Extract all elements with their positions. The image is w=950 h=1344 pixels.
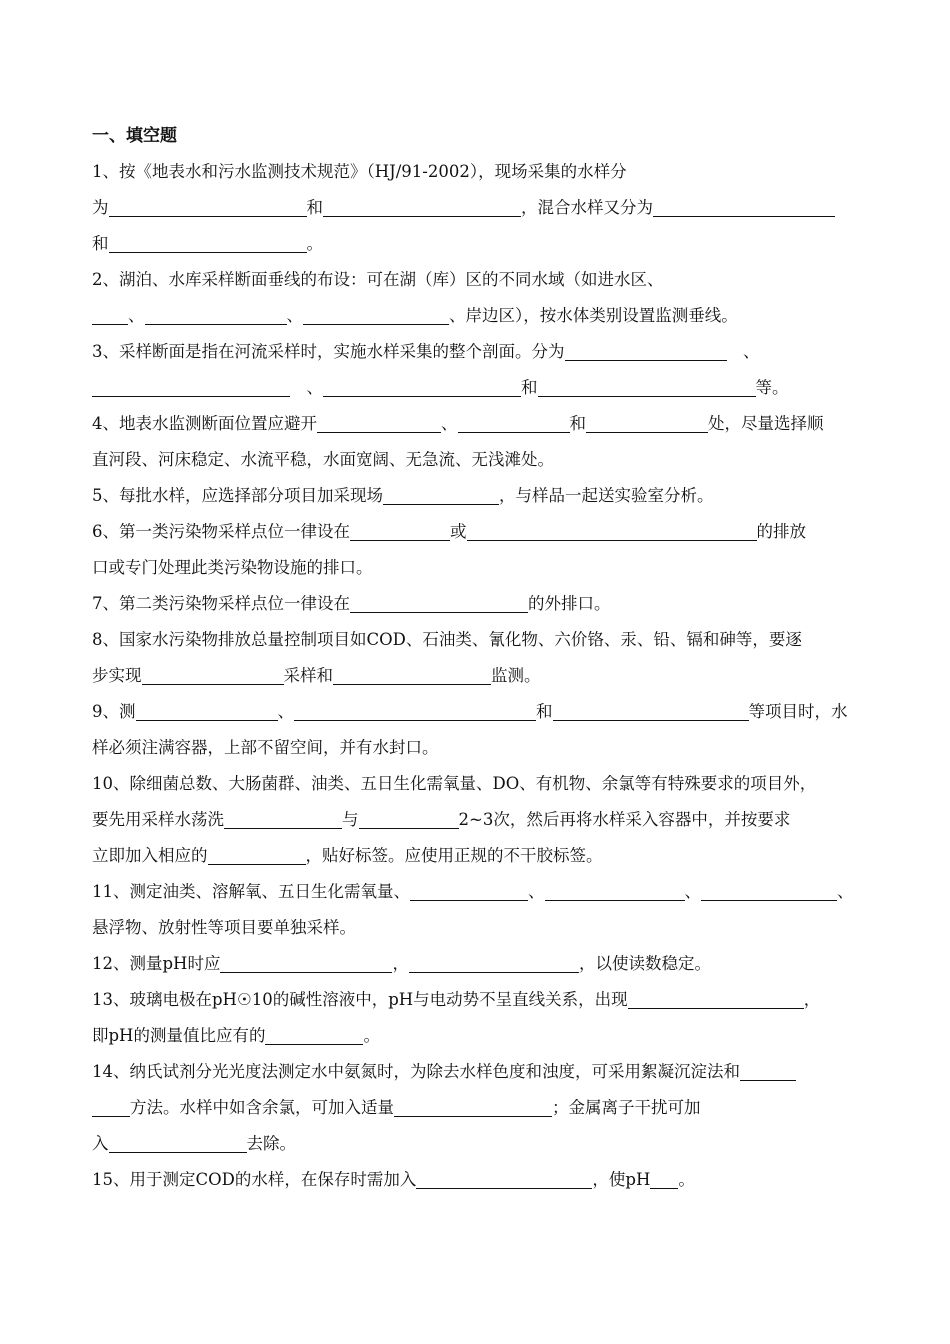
q7-line-1: 7、第二类污染物采样点位一律设在 的外排口。 <box>92 586 872 622</box>
fill-blank[interactable] <box>142 662 284 685</box>
q14-line-2: 方法。水样中如含余氯，可加入适量 ；金属离子干扰可加 <box>92 1090 872 1126</box>
q12-line-1: 12、测量pH时应 ， ，以使读数稳定。 <box>92 946 872 982</box>
q9-line-2: 样必须注满容器，上部不留空间，并有水封口。 <box>92 738 439 757</box>
fill-blank[interactable] <box>303 302 449 325</box>
fill-blank[interactable] <box>409 950 579 973</box>
fill-blank[interactable] <box>628 986 804 1009</box>
fill-blank[interactable] <box>740 1058 796 1081</box>
fill-blank[interactable] <box>350 518 450 541</box>
fill-blank[interactable] <box>224 806 342 829</box>
fill-blank[interactable] <box>586 410 708 433</box>
q5-line-1: 5、每批水样，应选择部分项目加采现场 ，与样品一起送实验室分析。 <box>92 478 872 514</box>
fill-blank[interactable] <box>220 950 392 973</box>
q13-line-1: 13、玻璃电极在pH☉10的碱性溶液中，pH与电动势不呈直线关系，出现 ， <box>92 982 872 1018</box>
fill-blank[interactable] <box>701 878 837 901</box>
fill-blank[interactable] <box>538 374 756 397</box>
q4-line-2: 直河段、河床稳定、水流平稳，水面宽阔、无急流、无浅滩处。 <box>92 450 554 469</box>
fill-blank[interactable] <box>294 698 536 721</box>
fill-blank[interactable] <box>565 338 727 361</box>
q6-line-1: 6、第一类污染物采样点位一律设在 或 的排放 <box>92 514 872 550</box>
fill-blank[interactable] <box>265 1022 363 1045</box>
q2-line-1: 2、湖泊、水库采样断面垂线的布设：可在湖（库）区的不同水域（如进水区、 <box>92 270 664 289</box>
q10-line-1: 10、除细菌总数、大肠菌群、油类、五日生化需氧量、DO、有机物、余氯等有特殊要求的项目外， <box>92 774 817 793</box>
q4-line-1: 4、地表水监测断面位置应避开 、 和 处，尽量选择顺 <box>92 406 872 442</box>
fill-blank[interactable] <box>394 1094 552 1117</box>
fill-blank[interactable] <box>359 806 459 829</box>
q2-line-2: 、 、 、岸边区），按水体类别设置监测垂线。 <box>92 298 872 334</box>
fill-blank[interactable] <box>136 698 278 721</box>
fill-blank[interactable] <box>350 590 528 613</box>
fill-blank[interactable] <box>92 374 290 397</box>
fill-blank[interactable] <box>109 230 307 253</box>
fill-blank[interactable] <box>92 302 128 325</box>
q1-line-3: 和 。 <box>92 226 872 262</box>
q10-line-2: 要先用采样水荡洗 与 2~3次，然后再将水样采入容器中，并按要求 <box>92 802 872 838</box>
q15-line-1: 15、用于测定COD的水样，在保存时需加入 ，使pH 。 <box>92 1162 872 1198</box>
q8-line-1: 8、国家水污染物排放总量控制项目如COD、石油类、氰化物、六价铬、汞、铅、镉和砷等，要逐 <box>92 630 802 649</box>
q13-line-2: 即pH的测量值比应有的 。 <box>92 1018 872 1054</box>
q3-line-2: 、 和 等。 <box>92 370 872 406</box>
q14-line-1: 14、纳氏试剂分光光度法测定水中氨氮时，为除去水样色度和浊度，可采用絮凝沉淀法和 <box>92 1054 872 1090</box>
fill-blank[interactable] <box>109 1130 247 1153</box>
q11-line-2: 悬浮物、放射性等项目要单独采样。 <box>92 918 356 937</box>
fill-blank[interactable] <box>650 1166 678 1189</box>
fill-blank[interactable] <box>410 878 528 901</box>
fill-blank[interactable] <box>92 1094 130 1117</box>
exercise-page <box>92 118 872 1198</box>
q1-line-2: 为 和 ，混合水样又分为 <box>92 190 872 226</box>
q8-line-2: 步实现 采样和 监测。 <box>92 658 872 694</box>
fill-blank[interactable] <box>416 1166 592 1189</box>
fill-blank[interactable] <box>553 698 749 721</box>
fill-blank[interactable] <box>145 302 287 325</box>
fill-blank[interactable] <box>333 662 491 685</box>
fill-blank[interactable] <box>653 194 835 217</box>
q9-line-1: 9、测 、 和 等项目时，水 <box>92 694 872 730</box>
fill-blank[interactable] <box>317 410 441 433</box>
fill-blank[interactable] <box>208 842 306 865</box>
fill-blank[interactable] <box>323 194 521 217</box>
q10-line-3: 立即加入相应的 ，贴好标签。应使用正规的不干胶标签。 <box>92 838 872 874</box>
fill-blank[interactable] <box>458 410 570 433</box>
section-title: 一、填空题 <box>92 126 177 146</box>
q1-line-1: 1、按《地表水和污水监测技术规范》（HJ/91-2002），现场采集的水样分 <box>92 162 627 181</box>
fill-blank[interactable] <box>323 374 521 397</box>
fill-blank[interactable] <box>109 194 307 217</box>
q11-line-1: 11、测定油类、溶解氧、五日生化需氧量、 、 、 、 <box>92 874 872 910</box>
q6-line-2: 口或专门处理此类污染物设施的排口。 <box>92 558 373 577</box>
fill-blank[interactable] <box>467 518 757 541</box>
q3-line-1: 3、采样断面是指在河流采样时，实施水样采集的整个剖面。分为 、 <box>92 334 872 370</box>
fill-blank[interactable] <box>383 482 499 505</box>
q14-line-3: 入 去除。 <box>92 1126 872 1162</box>
fill-blank[interactable] <box>545 878 685 901</box>
